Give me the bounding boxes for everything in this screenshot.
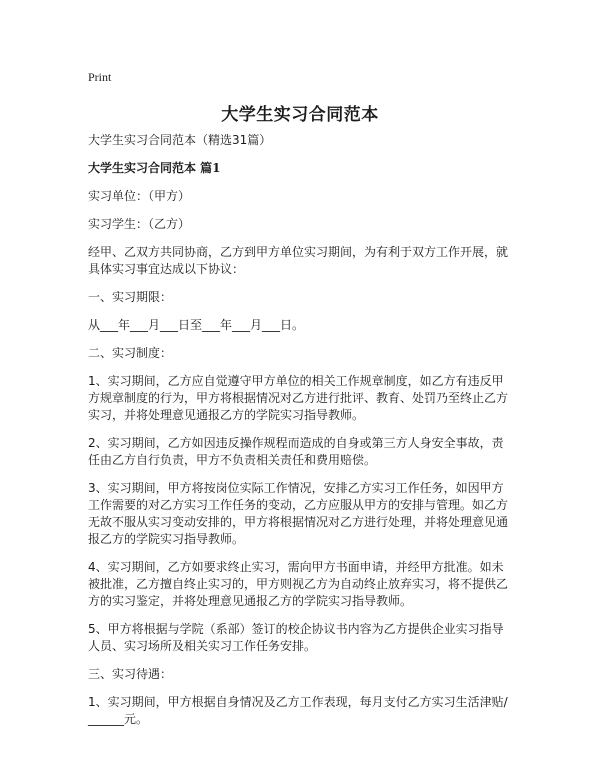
paragraph: 从___年___月___日至___年___月___日。 bbox=[88, 318, 305, 332]
paragraph: 实习单位：（甲方） bbox=[88, 189, 191, 203]
paragraph: 经甲、乙双方共同协商，乙方到甲方单位实习期间，为有利于双方工作开展，就具体实习事宜达成以下协议： bbox=[88, 245, 509, 276]
paragraph: 4、实习期间，乙方如要求终止实习，需向甲方书面申请，并经甲方批准。如未被批准，乙方擅自终止实习的，甲方则视乙方为自动终止放弃实习，将不提供乙方的实习鉴定，并将处理意见通报乙方的学院实习指导教师。 bbox=[88, 560, 509, 608]
paragraph: 1、实习期间，乙方应自觉遵守甲方单位的相关工作规章制度，如乙方有违反甲方规章制度的行为，甲方将根据情况对乙方进行批评、教育、处罚乃至终止乙方实习，并将处理意见通报乙方的学院实习指导教师。 bbox=[88, 374, 509, 422]
paragraph: 3、实习期间，甲方将按岗位实际工作情况，安排乙方实习工作任务，如因甲方工作需要的对乙方实习工作任务的变动，乙方应服从甲方的安排与管理。如乙方无故不服从实习变动安排的，甲方将根据情况对乙方进行处理，并将处理意见通报乙方的学院实习指导教师。 bbox=[88, 481, 509, 546]
paragraph: 1、实习期间，甲方根据自身情况及乙方工作表现，每月支付乙方实习生活津贴/______元。 bbox=[88, 695, 508, 726]
document-body bbox=[88, 132, 512, 739]
paragraph: 一、实习期限： bbox=[88, 290, 173, 304]
document-title: 大学生实习合同范本 bbox=[221, 105, 379, 125]
section-heading: 大学生实习合同范本 篇1 bbox=[88, 161, 221, 175]
paragraph: 三、实习待遇： bbox=[88, 667, 173, 681]
paragraph: 2、实习期间，乙方如因违反操作规程而造成的自身或第三方人身安全事故，责任由乙方自行负责，甲方不负责相关责任和费用赔偿。 bbox=[88, 436, 504, 467]
paragraph: 二、实习制度： bbox=[88, 346, 173, 360]
paragraph: 实习学生：（乙方） bbox=[88, 217, 191, 231]
paragraph: 5、甲方将根据与学院（系部）签订的校企协议书内容为乙方提供企业实习指导人员、实习场所及相关实习工作任务安排。 bbox=[88, 622, 504, 653]
print-link[interactable]: Print bbox=[88, 70, 112, 84]
document-subtitle: 大学生实习合同范本（精选31篇） bbox=[88, 133, 272, 147]
